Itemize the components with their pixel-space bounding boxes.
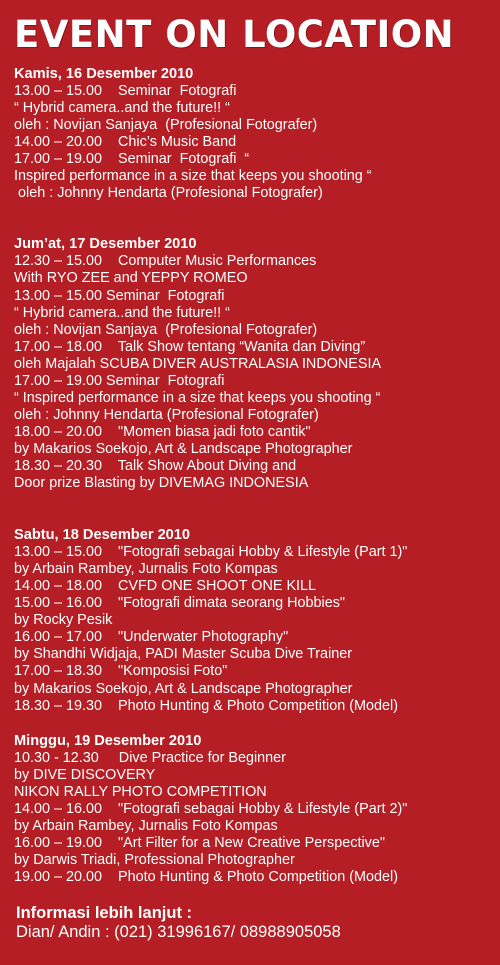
- schedule-line: 14.00 – 20.00 Chic’s Music Band: [14, 134, 237, 151]
- schedule-line: NIKON RALLY PHOTO COMPETITION: [14, 783, 267, 800]
- schedule-line: 18.30 – 20.30 Talk Show About Diving and: [14, 457, 297, 474]
- day-section-minggu: [14, 733, 496, 886]
- schedule-line: by Arbain Rambey, Jurnalis Foto Kompas: [14, 561, 278, 578]
- schedule-line: by Shandhi Widjaja, PADI Master Scuba Dive Trainer: [14, 646, 353, 663]
- schedule-line: 14.00 – 16.00 "Fotografi sebagai Hobby & Lifestyle (Part 2)": [14, 800, 408, 817]
- schedule-line: 17.00 – 19.00 Seminar Fotografi: [14, 372, 225, 389]
- day-heading: Minggu, 19 Desember 2010: [14, 732, 202, 749]
- day-section-kamis: [14, 66, 496, 202]
- contact-heading: Informasi lebih lanjut :: [16, 904, 193, 922]
- page-title: EVENT ON LOCATION: [14, 13, 455, 56]
- contact-info: [16, 904, 341, 942]
- schedule-line: by DIVE DISCOVERY: [14, 766, 156, 783]
- schedule-line: by Arbain Rambey, Jurnalis Foto Kompas: [14, 817, 278, 834]
- schedule-line: by Makarios Soekojo, Art & Landscape Photographer: [14, 680, 353, 697]
- schedule-line: Door prize Blasting by DIVEMAG INDONESIA: [14, 475, 309, 492]
- schedule-line: by Rocky Pesik: [14, 612, 113, 629]
- schedule-line: 19.00 – 20.00 Photo Hunting & Photo Competition (Model): [14, 868, 398, 885]
- schedule-line: by Darwis Triadi, Professional Photographer: [14, 851, 295, 868]
- schedule-line: oleh : Johnny Hendarta (Profesional Fotografer): [14, 185, 323, 202]
- schedule-line: oleh : Novijan Sanjaya (Profesional Fotografer): [14, 117, 318, 134]
- contact-details: Dian/ Andin : (021) 31996167/ 08988905058: [16, 923, 341, 941]
- schedule-line: “ Hybrid camera..and the future!! “: [14, 304, 230, 321]
- schedule-line: 17.00 – 18.00 Talk Show tentang “Wanita dan Diving”: [14, 338, 366, 355]
- schedule-line: 15.00 – 16.00 "Fotografi dimata seorang Hobbies": [14, 595, 346, 612]
- schedule-line: With RYO ZEE and YEPPY ROMEO: [14, 270, 248, 287]
- day-section-jumat: [14, 236, 496, 492]
- schedule-line: “ Hybrid camera..and the future!! “: [14, 100, 230, 117]
- schedule-line: 13.00 – 15.00 "Fotografi sebagai Hobby & Lifestyle (Part 1)": [14, 544, 408, 561]
- schedule-line: 17.00 – 19.00 Seminar Fotografi “: [14, 151, 250, 168]
- day-heading: Kamis, 16 Desember 2010: [14, 66, 194, 82]
- schedule-line: “ Inspired performance in a size that keeps you shooting “: [14, 389, 381, 406]
- schedule-line: 16.00 – 17.00 "Underwater Photography": [14, 629, 289, 646]
- day-section-sabtu: [14, 527, 496, 715]
- schedule-line: by Makarios Soekojo, Art & Landscape Photographer: [14, 440, 353, 457]
- schedule-line: 12.30 – 15.00 Computer Music Performances: [14, 253, 317, 270]
- section-spacer: [14, 492, 496, 527]
- schedule-line: 13.00 – 15.00 Seminar Fotografi: [14, 83, 237, 100]
- schedule: [14, 66, 496, 886]
- schedule-line: 18.30 – 19.30 Photo Hunting & Photo Competition (Model): [14, 697, 398, 714]
- schedule-line: Inspired performance in a size that keeps you shooting “: [14, 168, 372, 185]
- schedule-line: 10.30 - 12.30 Dive Practice for Beginner: [14, 749, 286, 766]
- schedule-line: 17.00 – 18.30 "Komposisi Foto": [14, 663, 228, 680]
- schedule-line: oleh : Novijan Sanjaya (Profesional Fotografer): [14, 321, 318, 338]
- section-spacer: [14, 715, 496, 733]
- schedule-line: oleh Majalah SCUBA DIVER AUSTRALASIA INDONESIA: [14, 355, 382, 372]
- section-spacer: [14, 202, 496, 236]
- schedule-line: 16.00 – 19.00 "Art Filter for a New Creative Perspective": [14, 834, 385, 851]
- schedule-line: oleh : Johnny Hendarta (Profesional Fotografer): [14, 406, 319, 423]
- day-heading: Jum’at, 17 Desember 2010: [14, 236, 197, 253]
- schedule-line: 13.00 – 15.00 Seminar Fotografi: [14, 287, 225, 304]
- schedule-line: 18.00 – 20.00 "Momen biasa jadi foto cantik": [14, 423, 311, 440]
- day-heading: Sabtu, 18 Desember 2010: [14, 527, 191, 544]
- schedule-line: 14.00 – 18.00 CVFD ONE SHOOT ONE KILL: [14, 578, 317, 595]
